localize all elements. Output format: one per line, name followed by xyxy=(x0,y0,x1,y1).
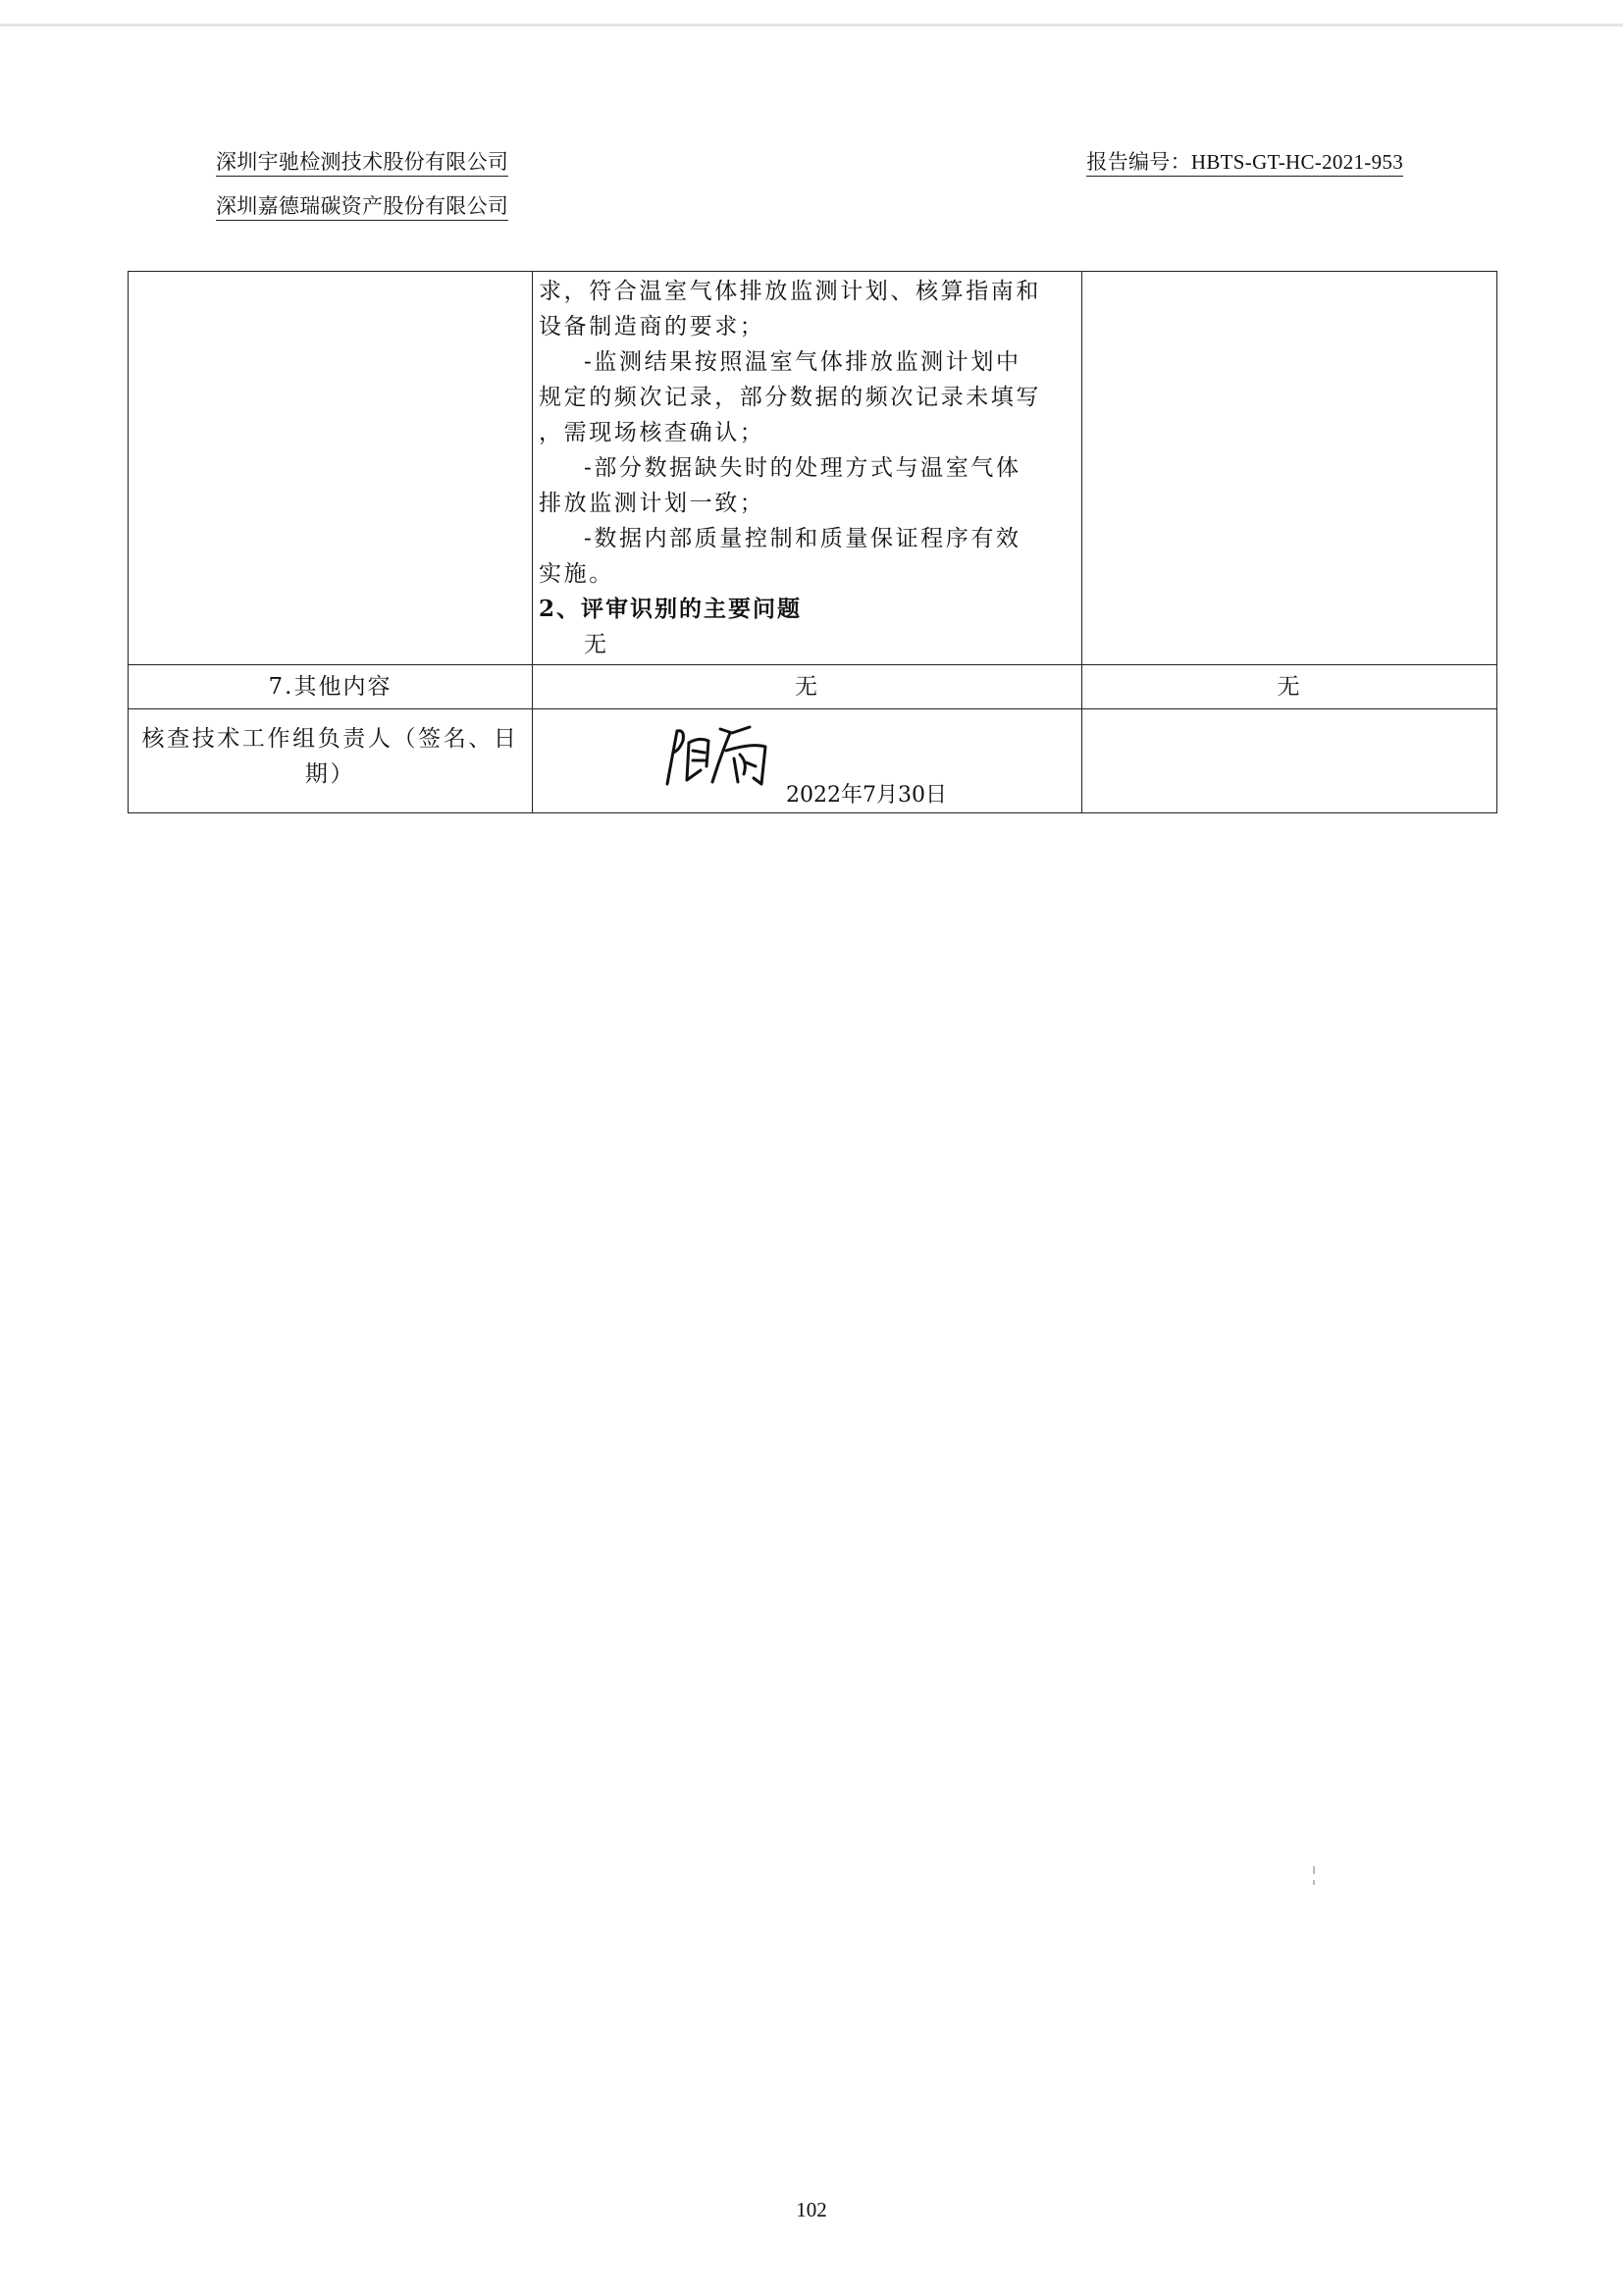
page-number: 102 xyxy=(796,2198,827,2221)
findings-line: 实施。 xyxy=(539,561,614,587)
findings-line: 排放监测计划一致； xyxy=(539,491,765,516)
table-row-other xyxy=(129,665,1497,709)
findings-line: ，需现场核查确认； xyxy=(539,420,765,445)
table-row-signature xyxy=(129,709,1497,813)
section-heading: 2、评审识别的主要问题 xyxy=(539,596,803,622)
row-signature-label: 核查技术工作组负责人（签名、日期） xyxy=(129,709,533,813)
row-other-col3: 无 xyxy=(1082,665,1497,709)
signature-date: 2022年7月30日 xyxy=(786,783,947,808)
row-other-label: 7.其他内容 xyxy=(129,665,533,709)
row-signature-cell xyxy=(533,709,1082,813)
scan-speck xyxy=(1313,1880,1315,1885)
table-cell-empty-sig-col3 xyxy=(1082,709,1497,813)
handwritten-signature-image xyxy=(663,723,781,794)
table-cell-empty-col3 xyxy=(1082,272,1497,665)
row-other-col2: 无 xyxy=(533,665,1082,709)
table-cell-empty-label xyxy=(129,272,533,665)
verification-table xyxy=(128,271,1497,813)
table-cell-findings xyxy=(533,272,1082,665)
findings-line: 设备制造商的要求； xyxy=(539,314,765,339)
section-answer: 无 xyxy=(584,632,609,657)
header-report-number: 报告编号：HBTS-GT-HC-2021-953 xyxy=(1086,149,1403,177)
findings-line: -数据内部质量控制和质量保证程序有效 xyxy=(584,526,1021,551)
table-row-continued xyxy=(129,272,1497,665)
findings-line: -部分数据缺失时的处理方式与温室气体 xyxy=(584,455,1021,481)
scan-speck xyxy=(1313,1866,1315,1874)
findings-line: 求，符合温室气体排放监测计划、核算指南和 xyxy=(539,279,1041,304)
header-company-1: 深圳宇驰检测技术股份有限公司 xyxy=(216,149,508,177)
findings-line: 规定的频次记录，部分数据的频次记录未填写 xyxy=(539,385,1041,410)
scan-edge-line xyxy=(0,24,1623,26)
findings-line: -监测结果按照温室气体排放监测计划中 xyxy=(584,349,1021,375)
header-company-2: 深圳嘉德瑞碳资产股份有限公司 xyxy=(216,193,508,221)
